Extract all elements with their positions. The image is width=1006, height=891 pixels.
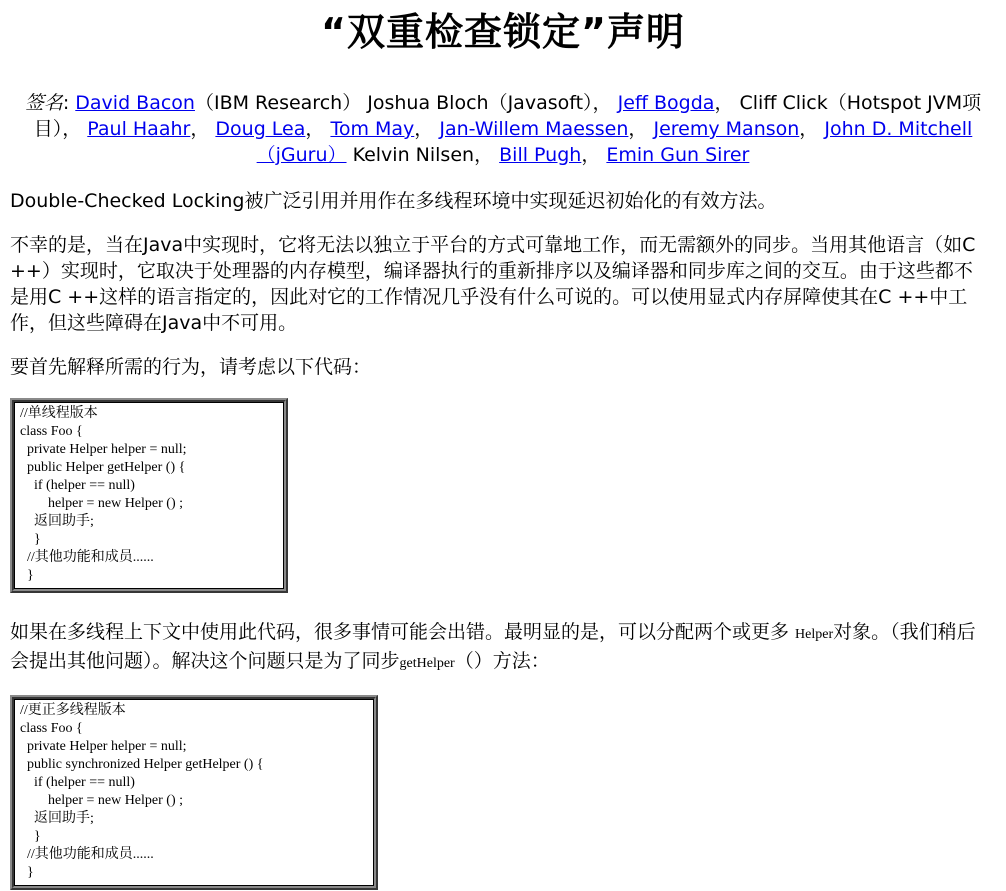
signatory-link[interactable]: John D. Mitchell（jGuru） [256,118,973,166]
signatory-affiliation: ， [628,118,648,140]
signatory-affiliation: （IBM Research） [194,92,362,114]
code-multi-thread: //更正多线程版本 class Foo { private Helper helper = null; public synchronized Helper getHelper () { if (helper == null) helper = new Helper () ; 返回助手; } //其他功能和成员...... } [14,699,374,886]
signatory-name: Cliff Click [739,92,828,114]
signatory-name: Kelvin Nilsen [352,144,475,166]
intro-paragraph: Double-Checked Locking被广泛引用并用作在多线程环境中实现延迟初始化的有效方法。 [10,190,777,212]
signatory-name: Joshua Bloch [367,92,489,114]
signatories-list [34,92,981,166]
gethelper-code: getHelper [399,656,455,671]
page-title: “双重检查锁定”声明 [321,10,685,54]
signatory-link[interactable]: Tom May [330,118,415,140]
signatory-link[interactable]: Emin Gun Sirer [606,144,750,166]
signatory-affiliation: （Javasoft）， [488,92,612,114]
signatories-colon: : [62,92,70,114]
multithread-paragraph [10,619,990,677]
signatory-affiliation: ， [581,144,601,166]
signatory-link[interactable]: Jeff Bogda [617,92,715,114]
signatory-link[interactable]: Jan-Willem Maessen [439,118,629,140]
signatories-label: 签名 [24,92,63,114]
signatory-link[interactable]: Bill Pugh [499,144,582,166]
helper-code: Helper [795,627,834,642]
signatory-link[interactable]: Doug Lea [215,118,306,140]
signatory-link[interactable]: Paul Haahr [87,118,191,140]
signatories [6,90,1000,168]
explain-paragraph: 要首先解释所需的行为，请考虑以下代码： [10,356,372,378]
code-block-multi-thread [10,695,378,890]
signatory-affiliation: ， [474,144,494,166]
signatory-affiliation: ， [799,118,819,140]
signatory-affiliation: ， [190,118,210,140]
code-block-single-thread [10,398,288,593]
signatory-link[interactable]: Jeremy Manson [653,118,800,140]
signatory-affiliation: ， [414,118,434,140]
para4-text-1: 如果在多线程上下文中使用此代码，很多事情可能会出错。最明显的是，可以分配两个或更多 [10,621,796,643]
signatory-affiliation: ， [305,118,325,140]
signatory-link[interactable]: David Bacon [75,92,195,114]
para4-text-3: （）方法： [454,650,550,672]
problem-paragraph: 不幸的是，当在Java中实现时，它将无法以独立于平台的方式可靠地工作，而无需额外的同步。当用其他语言（如C ++）实现时，它取决于处理器的内存模型，编译器执行的重新排序以及编译器和同步库之间的交互。由于这些都不是用C ++这样的语言指定的，因此对它的工作情况几乎没有什么可说的。可以使用显式内存屏障使其在C ++中工作，但这些障碍在Java中不可用。 [10,234,976,334]
signatory-affiliation: （Hotspot JVM项目）， [33,92,982,140]
para4-text-2: 对象。（我们稍后会提出其他问题）。解决这个问题只是为了同步 [10,621,976,672]
code-single-thread: //单线程版本 class Foo { private Helper helper = null; public Helper getHelper () { if (helper == null) helper = new Helper () ; 返回助手; } //其他功能和成员...... } [14,402,284,589]
signatory-affiliation: ， [714,92,734,114]
